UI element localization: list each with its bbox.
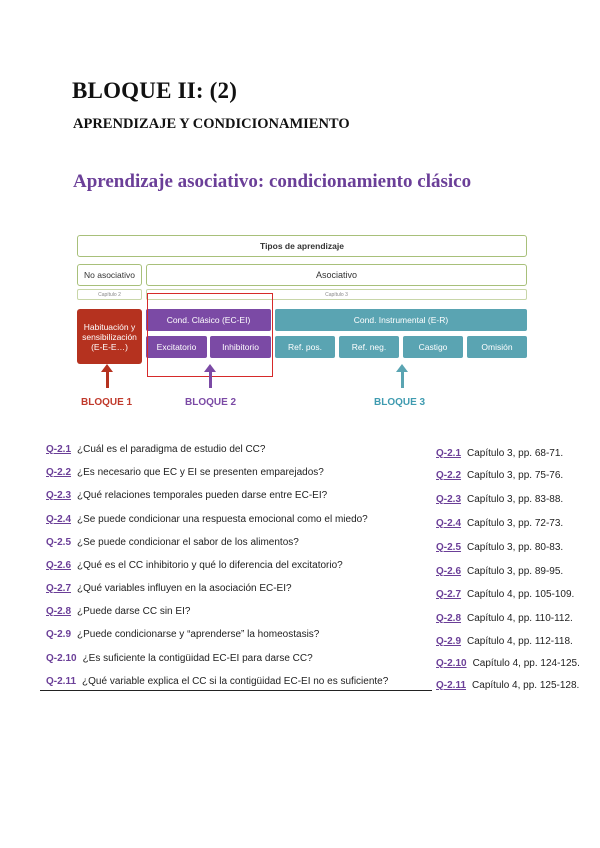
reference-id-link[interactable]: Q-2.4 — [436, 518, 462, 529]
reference-text: Capítulo 3, pp. 89-95. — [467, 566, 564, 577]
question-id-link[interactable]: Q-2.1 — [46, 444, 72, 455]
ref-neg-box: Ref. neg. — [339, 336, 399, 358]
question-row — [46, 560, 343, 571]
reference-id-link[interactable]: Q-2.1 — [436, 448, 462, 459]
question-text: ¿Qué variable explica el CC si la contigüidad EC-EI no es suficiente? — [82, 676, 389, 687]
question-text: ¿Se puede condicionar el sabor de los alimentos? — [77, 537, 299, 548]
question-row — [46, 467, 324, 478]
reference-text: Capítulo 4, pp. 112-118. — [467, 636, 573, 647]
question-text: ¿Cuál es el paradigma de estudio del CC? — [77, 444, 266, 455]
question-text: ¿Puede condicionarse y “aprenderse” la homeostasis? — [77, 629, 320, 640]
reference-id-link[interactable]: Q-2.3 — [436, 494, 462, 505]
reference-text: Capítulo 4, pp. 105-109. — [467, 589, 575, 600]
reference-text: Capítulo 3, pp. 83-88. — [467, 494, 564, 505]
question-id-link[interactable]: Q-2.3 — [46, 490, 72, 501]
no-asociativo-chapter-label: Capítulo 2 — [77, 289, 142, 300]
question-text: ¿Qué es el CC inhibitorio y qué lo diferencia del excitatorio? — [77, 560, 343, 571]
question-row — [46, 583, 292, 594]
question-text: ¿Qué variables influyen en la asociación EC-EI? — [77, 583, 292, 594]
question-id-link[interactable]: Q-2.7 — [46, 583, 72, 594]
question-id-link[interactable]: Q-2.8 — [46, 606, 72, 617]
reference-row — [436, 613, 573, 624]
question-id-link[interactable]: Q-2.4 — [46, 514, 72, 525]
reference-row — [436, 518, 563, 529]
excitatorio-box: Excitatorio — [146, 336, 207, 358]
reference-id-link[interactable]: Q-2.10 — [436, 658, 467, 669]
arrow-up-icon — [106, 370, 109, 388]
bloque-1-label: BLOQUE 1 — [81, 397, 133, 408]
tipos-aprendizaje-box: Tipos de aprendizaje — [77, 235, 527, 257]
question-text: ¿Qué relaciones temporales pueden darse entre EC-EI? — [77, 490, 328, 501]
bloque-3-label: BLOQUE 3 — [374, 397, 426, 408]
reference-id-link[interactable]: Q-2.2 — [436, 470, 462, 481]
reference-id-link[interactable]: Q-2.6 — [436, 566, 462, 577]
question-text: ¿Se puede condicionar una respuesta emocional como el miedo? — [77, 514, 368, 525]
inhibitorio-box: Inhibitorio — [210, 336, 271, 358]
ref-pos-box: Ref. pos. — [275, 336, 335, 358]
question-text: ¿Es suficiente la contigüidad EC-EI para darse CC? — [82, 653, 313, 664]
reference-row — [436, 589, 574, 600]
question-row — [46, 514, 368, 525]
omision-box: Omisión — [467, 336, 527, 358]
question-row — [46, 653, 313, 664]
reference-text: Capítulo 3, pp. 80-83. — [467, 542, 564, 553]
reference-row — [436, 448, 563, 459]
page-subtitle: APRENDIZAJE Y CONDICIONAMIENTO — [73, 116, 350, 132]
question-text: ¿Puede darse CC sin EI? — [77, 606, 191, 617]
no-asociativo-box: No asociativo — [77, 264, 142, 286]
reference-id-link[interactable]: Q-2.9 — [436, 636, 462, 647]
asociativo-chapter-label: Capítulo 3 — [146, 289, 527, 300]
arrow-up-icon — [401, 370, 404, 388]
reference-text: Capítulo 4, pp. 124-125. — [472, 658, 580, 669]
castigo-box: Castigo — [403, 336, 463, 358]
reference-row — [436, 658, 580, 669]
question-id-link[interactable]: Q-2.6 — [46, 560, 72, 571]
reference-text: Capítulo 4, pp. 110-112. — [467, 613, 573, 624]
cond-instrumental-box: Cond. Instrumental (E-R) — [275, 309, 527, 331]
question-row — [46, 444, 265, 455]
reference-row — [436, 566, 563, 577]
question-id-link[interactable]: Q-2.9 — [46, 629, 72, 640]
reference-row — [436, 636, 573, 647]
question-id-link[interactable]: Q-2.2 — [46, 467, 72, 478]
question-id-link[interactable]: Q-2.5 — [46, 537, 72, 548]
asociativo-box: Asociativo — [146, 264, 527, 286]
reference-text: Capítulo 4, pp. 125-128. — [472, 680, 580, 691]
reference-row — [436, 542, 563, 553]
page-title: BLOQUE II: (2) — [72, 78, 238, 103]
question-id-link[interactable]: Q-2.10 — [46, 653, 77, 664]
bloque-2-label: BLOQUE 2 — [185, 397, 237, 408]
reference-text: Capítulo 3, pp. 68-71. — [467, 448, 564, 459]
divider — [40, 690, 432, 691]
question-row — [46, 537, 299, 548]
reference-text: Capítulo 3, pp. 75-76. — [467, 470, 564, 481]
question-text: ¿Es necesario que EC y EI se presenten emparejados? — [77, 467, 324, 478]
question-id-link[interactable]: Q-2.11 — [46, 676, 77, 687]
reference-row — [436, 494, 563, 505]
reference-id-link[interactable]: Q-2.8 — [436, 613, 462, 624]
question-row — [46, 629, 319, 640]
reference-row — [436, 680, 579, 691]
reference-row — [436, 470, 563, 481]
reference-id-link[interactable]: Q-2.5 — [436, 542, 462, 553]
habituacion-box: Habituación y sensibilización (E-E-E…) — [77, 309, 142, 364]
question-row — [46, 606, 190, 617]
arrow-up-icon — [209, 370, 212, 388]
reference-id-link[interactable]: Q-2.7 — [436, 589, 462, 600]
cond-clasico-box: Cond. Clásico (EC-EI) — [146, 309, 271, 331]
question-row — [46, 676, 388, 687]
reference-id-link[interactable]: Q-2.11 — [436, 680, 467, 691]
section-heading: Aprendizaje asociativo: condicionamiento clásico — [73, 171, 472, 192]
reference-text: Capítulo 3, pp. 72-73. — [467, 518, 564, 529]
question-row — [46, 490, 327, 501]
